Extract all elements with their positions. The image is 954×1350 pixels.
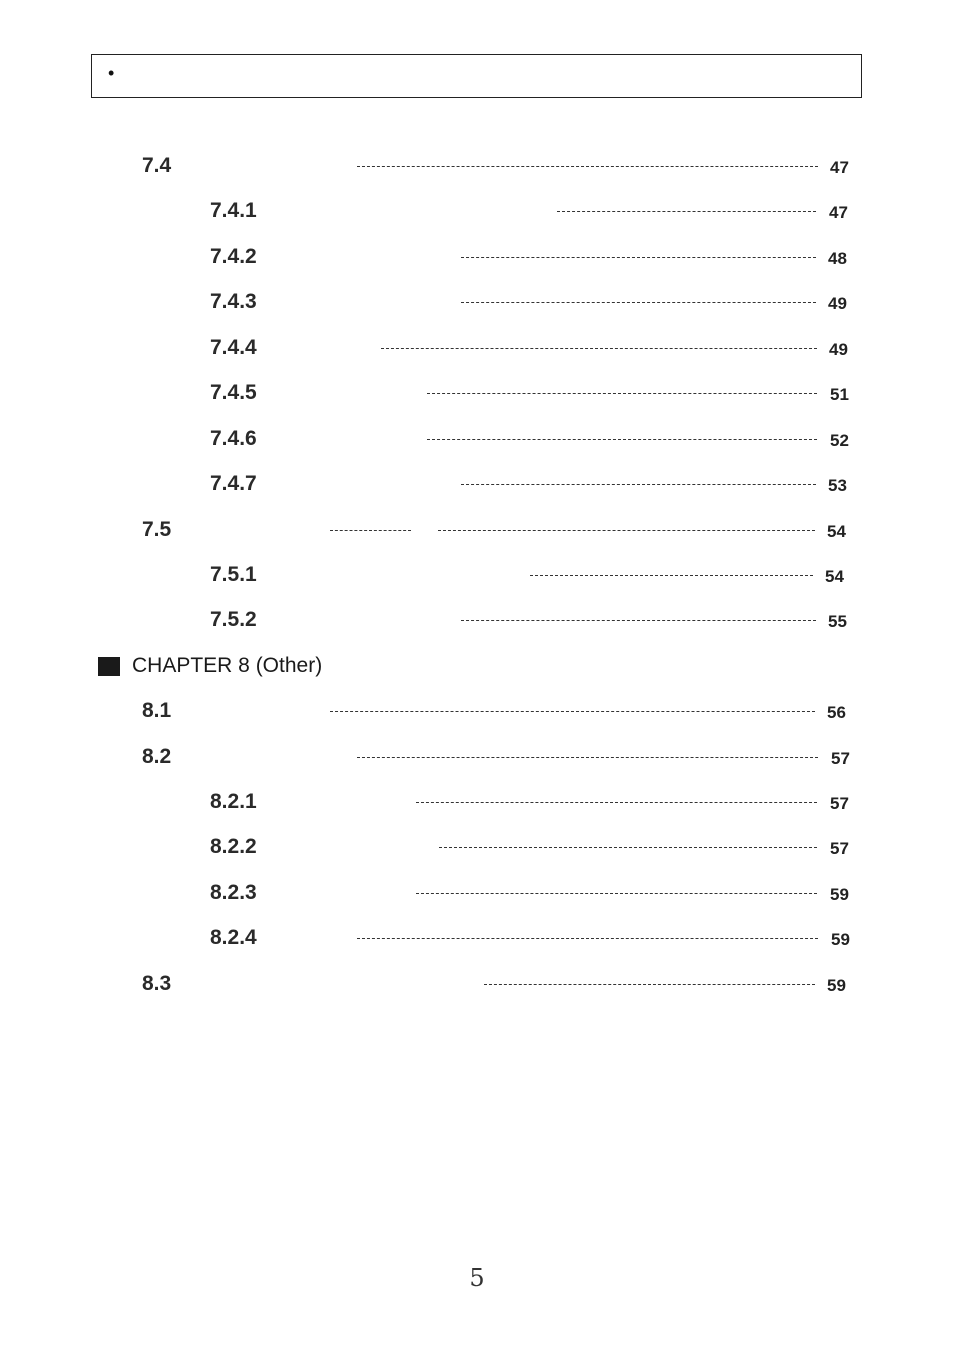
header-box [91,54,862,98]
page-number: 49 [829,340,848,359]
section-number: 7.5 [142,518,172,541]
page-number: 54 [827,522,846,541]
toc-entry[interactable] [0,605,954,635]
section-number: 7.4 [142,154,172,177]
toc-entry[interactable] [0,287,954,317]
toc-entry[interactable] [0,742,954,772]
section-number: 7.4.1 [210,199,257,222]
page-number: 57 [830,839,849,858]
section-number: 7.4.7 [210,472,257,495]
page-number: 55 [828,612,847,631]
toc-entry[interactable] [0,696,954,726]
dot-leader [357,757,818,758]
dot-leader [438,530,815,531]
toc-entry[interactable] [0,242,954,272]
dot-leader [557,211,816,212]
toc-entry[interactable] [0,515,954,545]
dot-leader [484,984,815,985]
page-number: 57 [830,794,849,813]
dot-leader [439,847,817,848]
page-number: 56 [827,703,846,722]
page-number: 52 [830,431,849,450]
toc-entry[interactable] [0,151,954,181]
section-number: 8.2.3 [210,881,257,904]
dot-leader [461,620,816,621]
dot-leader [357,938,818,939]
dot-leader [461,484,816,485]
dot-leader [357,166,818,167]
dot-leader [427,439,817,440]
section-number: 7.4.4 [210,336,257,359]
section-number: 8.2.4 [210,926,257,949]
page-number: 51 [830,385,849,404]
section-number: 7.4.5 [210,381,257,404]
section-number: 7.4.6 [210,427,257,450]
dot-leader [427,393,817,394]
toc-entry[interactable] [0,560,954,590]
toc-entry[interactable] [0,333,954,363]
toc-entry[interactable] [0,923,954,953]
dot-leader [416,802,817,803]
toc-entry[interactable] [0,196,954,226]
page-number: 54 [825,567,844,586]
dot-leader [461,302,816,303]
page-number: 49 [828,294,847,313]
section-number: 7.4.3 [210,290,257,313]
section-number: 8.3 [142,972,172,995]
section-number: 7.5.2 [210,608,257,631]
black-square-icon [98,657,120,676]
header-bullet: • [108,63,115,83]
dot-leader [381,348,817,349]
section-number: 8.2.1 [210,790,257,813]
toc-entry[interactable] [0,878,954,908]
dot-leader [330,711,815,712]
toc-entry[interactable] [0,787,954,817]
section-number: 7.5.1 [210,563,257,586]
page-number: 59 [831,930,850,949]
toc-entry[interactable] [0,378,954,408]
footer-page-number: 5 [469,1264,485,1292]
toc-entry[interactable] [0,469,954,499]
page-number: 59 [830,885,849,904]
page-number: 47 [830,158,849,177]
section-number: 8.1 [142,699,172,722]
page-number: 59 [827,976,846,995]
page-number: 47 [829,203,848,222]
toc-entry[interactable] [0,832,954,862]
section-number: 7.4.2 [210,245,257,268]
dot-leader [461,257,816,258]
dot-leader [416,893,817,894]
chapter-title: CHAPTER 8 (Other) [132,654,323,677]
dot-leader [330,530,411,531]
dot-leader [530,575,813,576]
page-number: 48 [828,249,847,268]
toc-entry[interactable] [0,969,954,999]
page-number: 57 [831,749,850,768]
section-number: 8.2 [142,745,172,768]
page-number: 53 [828,476,847,495]
toc-entry[interactable] [0,424,954,454]
section-number: 8.2.2 [210,835,257,858]
